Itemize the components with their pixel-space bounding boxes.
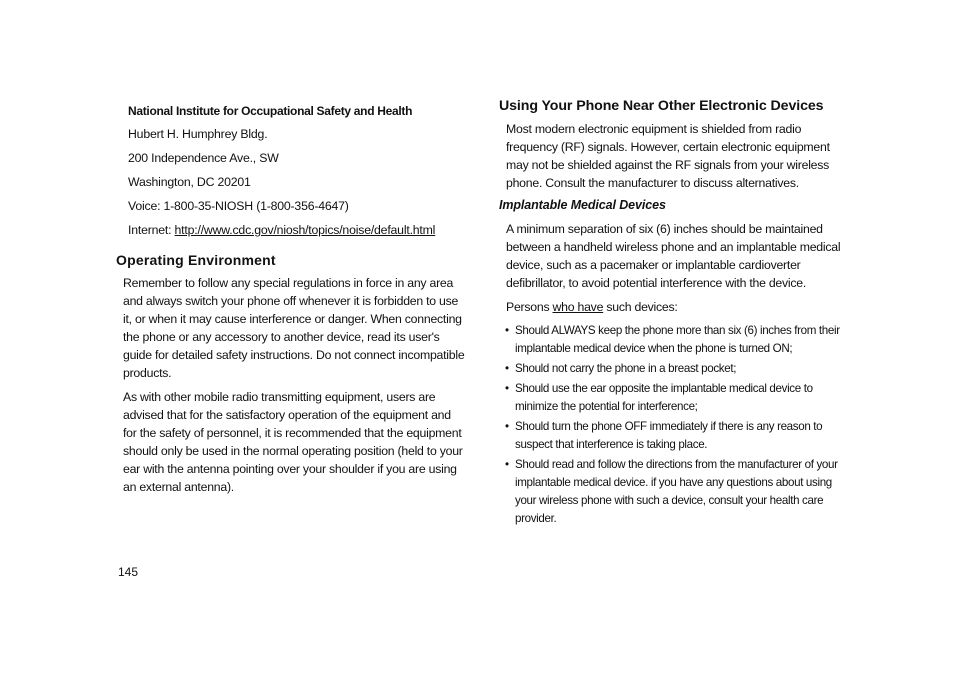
list-item <box>505 322 851 358</box>
internet-link[interactable]: http://www.cdc.gov/niosh/topics/noise/default.html <box>174 223 436 237</box>
bullet-mark: • <box>505 362 509 375</box>
persons-underlined: who have <box>552 300 604 314</box>
paragraph-persons <box>506 298 851 316</box>
page-number: 145 <box>118 565 139 579</box>
list-item <box>505 418 851 454</box>
internet-line <box>128 222 466 238</box>
list-item-text: Should use the ear opposite the implantable medical device to minimize the potential for interference; <box>515 382 813 413</box>
bullet-mark: • <box>505 324 509 337</box>
address-line-voice: Voice: 1-800-35-NIOSH (1-800-356-4647) <box>128 199 349 213</box>
list-item <box>505 380 851 416</box>
section-title-electronic-devices: Using Your Phone Near Other Electronic Devices <box>499 98 824 114</box>
paragraph-regulations: Remember to follow any special regulations in force in any area and always switch your phone off whenever it is forbidden to use it, or when it may cause interference or danger. When connecting the phone or any accessory to another device, read its user's guide for detailed safety instructions. Do not connect incompatible products. <box>123 276 465 380</box>
paragraph-separation: A minimum separation of six (6) inches should be maintained between a handheld wireless phone and an implantable medical device, such as a pacemaker or implantable cardioverter defibrillator, to avoid potential interference with the device. <box>506 222 841 290</box>
address-line-street: 200 Independence Ave., SW <box>128 151 279 165</box>
address-line-building: Hubert H. Humphrey Bldg. <box>128 127 268 141</box>
organization-name: National Institute for Occupational Safety and Health <box>128 104 413 118</box>
bullet-mark: • <box>505 458 509 471</box>
list-item <box>505 360 851 378</box>
persons-prefix: Persons <box>506 300 553 314</box>
right-column <box>499 98 851 530</box>
bullet-mark: • <box>505 382 509 395</box>
bullet-list <box>505 322 851 528</box>
list-item-text: Should read and follow the directions from the manufacturer of your implantable medical device. if you have any questions about using your wireless phone with such a device, consult your health care provider. <box>515 458 838 525</box>
section-title-operating-environment: Operating Environment <box>116 252 276 268</box>
list-item-text: Should ALWAYS keep the phone more than six (6) inches from their implantable medical device when the phone is turned ON; <box>515 324 840 355</box>
persons-suffix: such devices: <box>603 300 678 314</box>
paragraph-operating-position: As with other mobile radio transmitting equipment, users are advised that for the satisfactory operation of the equipment and for the safety of personnel, it is recommended that the equipment should only be used in the normal operating position (held to your ear with the antenna pointing over your shoulder if you are using an external antenna). <box>123 390 463 494</box>
list-item-text: Should turn the phone OFF immediately if there is any reason to suspect that interference is taking place. <box>515 420 823 451</box>
internet-label: Internet: <box>128 223 175 237</box>
address-line-city: Washington, DC 20201 <box>128 175 251 189</box>
left-column <box>116 104 466 502</box>
bullet-mark: • <box>505 420 509 433</box>
paragraph-shielding: Most modern electronic equipment is shielded from radio frequency (RF) signals. However, certain electronic equipment may not be shielded against the RF signals from your wireless phone. Consult the manufacturer to discuss alternatives. <box>506 122 830 190</box>
list-item <box>505 456 851 528</box>
list-item-text: Should not carry the phone in a breast pocket; <box>515 362 737 375</box>
subsection-title-implantable-devices: Implantable Medical Devices <box>499 198 666 212</box>
